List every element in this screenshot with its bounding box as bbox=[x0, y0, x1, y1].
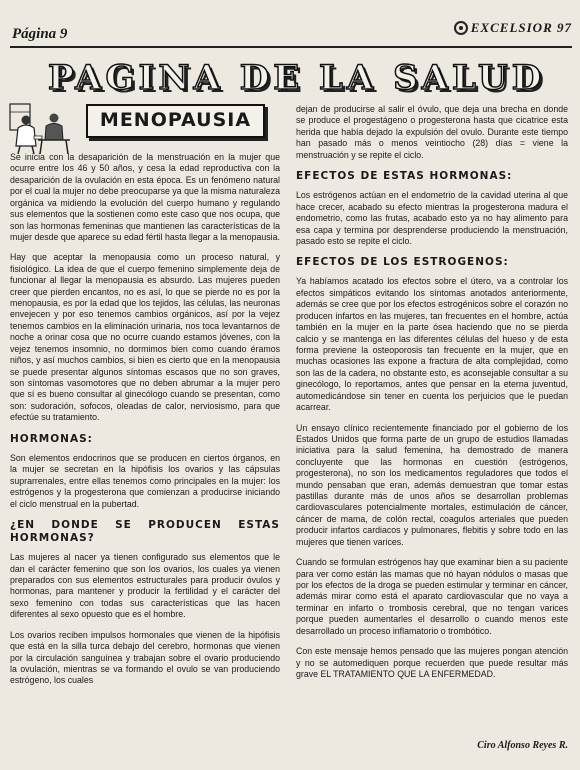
page-number: Página 9 bbox=[12, 26, 68, 42]
right-column bbox=[296, 104, 568, 689]
page-banner-title: PAGINA DE LA SALUD bbox=[48, 58, 546, 98]
heading-donde: ¿EN DONDE SE PRODUCEN ESTAS HORMONAS? bbox=[10, 518, 280, 545]
paragraph: Cuando se formulan estrógenos hay que examinar bien a su paciente para ver como están las mamas que nó hayan nódulos o masas que por los efectos de la droga se pueden estimular y terminar en cáncer, además mirar como está el aparato cardiovascular que no vaya a terminar en infarto o trombosis cerebral, que no tengan varices porque pueden aumentarles el desarrollo o cuando menos este desarrollado un proceso inflamatorio o trombótico. bbox=[296, 557, 568, 636]
paragraph: Los ovarios reciben impulsos hormonales que vienen de la hipófisis que está en la silla turca debajo del cerebro, hormonas que vienen por la circulación sanguínea y trabajan sobre el ovario produciendo la ovulación, mientras se va formando el ovulo se van produciendo estrógeno, los cuales bbox=[10, 629, 280, 686]
doctor-patient-illustration-icon bbox=[8, 100, 78, 156]
section-title: MENOPAUSIA bbox=[86, 104, 265, 138]
heading-efectos-estrogenos: EFECTOS DE LOS ESTROGENOS: bbox=[296, 256, 509, 269]
paragraph: Son elementos endocrinos que se producen en ciertos órganos, en la mujer se secretan en la hipófisis los ovarios y las cápsulas suprarrenales, entre ellas tenemos como principales en la mujer: los estrógenos y la progesterona que comienzan a producirse iniciando el ciclo menstrual en la pubertad. bbox=[10, 452, 280, 509]
heading-efectos-hormonas: EFECTOS DE ESTAS HORMONAS: bbox=[296, 170, 513, 183]
paragraph: Hay que aceptar la menopausia como un proceso natural, y fisiológico. La idea de que el cuerpo femenino simplemente deja de funcionar al llegar la menopausia es absurdo. Las mujeres pueden creer que pierden encantos, no es así, lo que se pierde no es por la menopausia, es por la edad que los tejidos, las células, las neuronas envejecen y por eso tenemos cambios orgánicos, así por la vejez tenemos cambios en la eliminación urinaria, nos toca levantarnos de noche a orinar cosa que no ocurre cuando estamos jóvenes, con la vejez tenemos insomnio, no dormimos bien como cuando éramos niños, y así muchos cambios, si bien es cierto que en la menopausia se puede presentar algunos síntomas escasos que no son graves, son síntomas vasomotores que no deben abrumar a la mujer pero que sí es bueno consultar al ginecólogo cuando se presentan, como son: sudoración, sofocos, oleadas de calor, nerviosismo, para que efectúe su tratamiento. bbox=[10, 252, 280, 423]
heading-hormonas: HORMONAS: bbox=[10, 432, 93, 445]
paragraph: Los estrógenos actúan en el endometrio de la cavidad uterina al que hace crecer, acabado su efecto mientras la progesterona madura el endometrio, como las frutas, acabado esto ya no hay alimento para esa capa y termina por desprenderse produciendo la menstruación, pasado esto se repite el ciclo. bbox=[296, 190, 568, 246]
paragraph: Un ensayo clínico recientemente financiado por el gobierno de los Estados Unidos que forma parte de un grupo de estudios llamadas iniciativa para la salud femenina, ha demostrado de manera concluyente que las hormonas en cuestión (estrógenos, progesterona), no son los medicamentos reguladores que todos el mundo pensaban que eran, además demuestran que tomar estas pastillas durante más de unos años se desarrollan problemas cardiovasculares potencialmente mortales, estimulación de cáncer, cáncer de mama, de colón rectal, coagulos arteriales que pueden producir infartos cardiacos y pulmonares, flebitis y sobre todo en las mujeres que tienen varices. bbox=[296, 422, 568, 547]
publication-logo bbox=[454, 20, 572, 36]
paragraph: Las mujeres al nacer ya tienen configurado sus elementos que le dan el carácter femenino que son los ovarios, los cuales ya vienen preparados con sus elementos estructurales para producir óvulos y hormonas, para mantener y producir la fertilidad y el carácter del sexo femenino con todas sus características que las hacen diferentes al sexo opuesto que es el hombre. bbox=[10, 552, 280, 620]
left-column bbox=[10, 152, 280, 696]
paragraph: Se inicia con la desaparición de la menstruación en la mujer que ocurre entre los 46 y 50 años, y cesa la edad reproductiva con la desaparición de la ovulación en esta época. Es un fenómeno natural por el cual la mujer no debe preocuparse ya que la misma naturaleza orgánica va midiendo la evolución del cuerpo humano y regulando sus elementos que la sostienen como este caso que nos ocupa, que son las hormonas femeninas que mantienen las características de la mujer desde que aparece su edad fértil hasta llegar a la menopausia. bbox=[10, 152, 280, 242]
paragraph: Con este mensaje hemos pensado que las mujeres pongan atención y no se automediquen porque recuerden que puede resultar más grave EL TRATAMIENTO QUE LA ENFERMEDAD. bbox=[296, 646, 568, 679]
header-rule bbox=[10, 46, 572, 48]
paragraph: Ya habíamos acatado los efectos sobre el útero, va a controlar los efectos simpáticos evitando los síntomas anotados anteriormente, además se cree que por los efectos estrogénicos sobre el corazón no producen infartos en las mujeres, tan frecuentes en el hombre, actúa también en la mujer en la parte ósea haciendo que no se pierda calcio y se mantenga en las diferentes células del hueso y de esta forma previene la osteoporosis tan frecuente en la mujer, que en muchas ocasiones las expone a fractura de alta complejidad, como son las de la cadera, no obstante esto, es aconsejable consultar a su ginecólogo, lo reportamos, antes que pensar en la eterna juventud, automedicándose sin tener en cuenta los perjuicios que le puedan acarrear. bbox=[296, 276, 568, 413]
author-signature: Ciro Alfonso Reyes R. bbox=[477, 740, 568, 751]
seal-icon bbox=[454, 21, 468, 35]
logo-text: EXCELSIOR 97 bbox=[470, 20, 572, 35]
paragraph: dejan de producirse al salir el óvulo, que deja una brecha en donde se produce el progestágeno o progesterona hasta que cicatrice esta herida que había dejado la expulsión del ovulo. Durante este tiempo han pasado más o menos veintiocho (28) días = viene la menstruación y se repite el ciclo. bbox=[296, 104, 568, 160]
